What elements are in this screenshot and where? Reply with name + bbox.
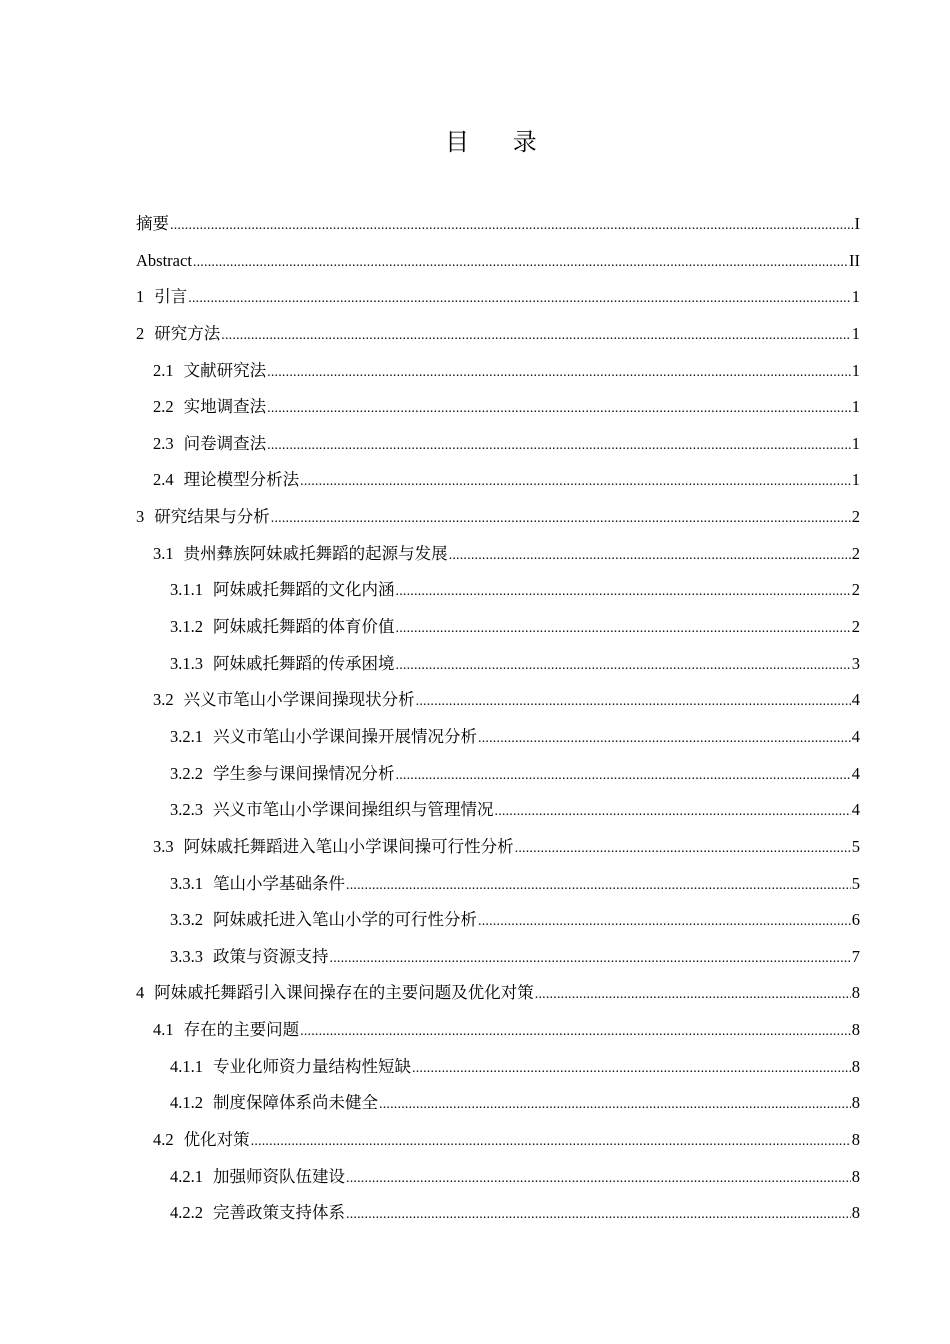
- toc-dot-leader: [416, 685, 851, 705]
- toc-entry[interactable]: [136, 942, 860, 979]
- toc-dot-leader: [478, 905, 851, 925]
- toc-entry-page-number: 1: [851, 397, 860, 417]
- toc-entry-page-number: 8: [851, 1203, 860, 1223]
- toc-entry-number: 2.2: [153, 397, 174, 417]
- toc-entry-title: 阿妹戚托舞蹈进入笔山小学课间操可行性分析: [183, 836, 514, 856]
- toc-entry-page-number: I: [854, 214, 860, 233]
- toc-entry-title: 摘要: [136, 214, 169, 233]
- toc-entry-page-number: 3: [851, 653, 860, 673]
- toc-entry[interactable]: [136, 649, 860, 686]
- toc-entry[interactable]: [136, 685, 860, 722]
- toc-entry-number: 4.1.1: [170, 1056, 203, 1076]
- toc-entry[interactable]: [136, 722, 860, 759]
- toc-entry-title: 引言: [154, 287, 188, 307]
- toc-dot-leader: [271, 502, 851, 522]
- toc-entry[interactable]: [136, 759, 860, 796]
- toc-entry-page-number: 8: [851, 1020, 860, 1040]
- toc-entry-title: 文献研究法: [183, 360, 267, 380]
- toc-entry-page-number: 6: [851, 910, 860, 930]
- toc-entry-title: 实地调查法: [183, 397, 267, 417]
- toc-entry-title: Abstract: [136, 250, 192, 270]
- toc-entry-number: 3.2.2: [170, 763, 203, 783]
- toc-dot-leader: [300, 465, 851, 485]
- toc-entry-page-number: 1: [851, 360, 860, 380]
- toc-dot-leader: [267, 356, 851, 376]
- toc-entry-title: 存在的主要问题: [183, 1020, 300, 1040]
- toc-entry-title: 制度保障体系尚未健全: [213, 1093, 378, 1113]
- toc-entry-title: 加强师资队伍建设: [213, 1166, 345, 1186]
- toc-entry-page-number: 8: [851, 1166, 860, 1186]
- toc-entry[interactable]: [136, 356, 860, 393]
- toc-entry-page-number: 4: [851, 690, 860, 710]
- toc-entry-title: 学生参与课间操情况分析: [213, 763, 395, 783]
- toc-entry-page-number: 1: [851, 287, 860, 307]
- toc-entry-title: 贵州彝族阿妹戚托舞蹈的起源与发展: [183, 543, 448, 563]
- toc-entry-number: 2.3: [153, 433, 174, 453]
- toc-dot-leader: [449, 539, 851, 559]
- toc-entry-title: 阿妹戚托舞蹈引入课间操存在的主要问题及优化对策: [154, 983, 534, 1003]
- toc-dot-leader: [515, 832, 851, 852]
- toc-entry-title: 政策与资源支持: [213, 946, 329, 966]
- toc-dot-leader: [379, 1088, 851, 1108]
- toc-entry-title: 专业化师资力量结构性短缺: [213, 1056, 411, 1076]
- toc-entry-title: 研究结果与分析: [154, 507, 270, 527]
- toc-entry-page-number: 5: [851, 873, 860, 893]
- toc-entry-page-number: 2: [851, 617, 860, 637]
- toc-entry-page-number: 1: [851, 323, 860, 343]
- toc-entry-number: 3.2.3: [170, 800, 203, 820]
- toc-entry-page-number: 7: [851, 946, 860, 966]
- toc-dot-leader: [221, 319, 851, 339]
- toc-entry-number: 3.1.2: [170, 617, 203, 637]
- toc-entry-page-number: 4: [851, 800, 860, 820]
- toc-entry-title: 理论模型分析法: [183, 470, 300, 490]
- toc-dot-leader: [396, 759, 851, 779]
- toc-dot-leader: [330, 942, 851, 962]
- toc-entry-number: 2: [136, 323, 145, 343]
- toc-entry-number: 2.4: [153, 470, 174, 490]
- toc-entry-title: 研究方法: [154, 323, 221, 343]
- toc-dot-leader: [170, 209, 854, 229]
- toc-entry[interactable]: [136, 1015, 860, 1052]
- toc-entry[interactable]: [136, 209, 860, 246]
- toc-entry[interactable]: [136, 575, 860, 612]
- toc-entry-number: 4.1: [153, 1020, 174, 1040]
- table-of-contents: [136, 209, 860, 1235]
- toc-entry-number: 4.2.2: [170, 1203, 203, 1223]
- toc-entry[interactable]: [136, 246, 860, 283]
- toc-entry-number: 3.3.3: [170, 946, 203, 966]
- toc-entry-page-number: 5: [851, 836, 860, 856]
- toc-entry[interactable]: [136, 1052, 860, 1089]
- toc-entry-title: 兴义市笔山小学课间操组织与管理情况: [213, 800, 494, 820]
- toc-dot-leader: [396, 612, 851, 632]
- toc-entry-number: 3.3.1: [170, 873, 203, 893]
- toc-entry[interactable]: [136, 1198, 860, 1235]
- toc-entry-number: 3: [136, 507, 145, 527]
- toc-entry[interactable]: [136, 502, 860, 539]
- toc-entry-title: 完善政策支持体系: [213, 1203, 345, 1223]
- toc-entry-page-number: 2: [851, 580, 860, 600]
- toc-entry[interactable]: [136, 429, 860, 466]
- toc-entry-page-number: 4: [851, 763, 860, 783]
- toc-entry-number: 1: [136, 287, 145, 307]
- toc-entry-page-number: 2: [851, 543, 860, 563]
- toc-entry-page-number: 4: [851, 726, 860, 746]
- toc-entry-title: 阿妹戚托进入笔山小学的可行性分析: [213, 910, 477, 930]
- toc-entry-number: 4.2.1: [170, 1166, 203, 1186]
- toc-entry-title: 兴义市笔山小学课间操现状分析: [183, 690, 415, 710]
- toc-dot-leader: [251, 1125, 851, 1145]
- toc-entry-number: 3.1: [153, 543, 174, 563]
- toc-entry-number: 3.1.1: [170, 580, 203, 600]
- toc-dot-leader: [396, 575, 851, 595]
- toc-entry[interactable]: [136, 612, 860, 649]
- toc-dot-leader: [495, 795, 851, 815]
- toc-entry-page-number: 8: [851, 1056, 860, 1076]
- toc-entry-number: 3.2: [153, 690, 174, 710]
- toc-title: 目 录: [445, 128, 555, 156]
- toc-dot-leader: [412, 1052, 851, 1072]
- toc-dot-leader: [300, 1015, 851, 1035]
- toc-dot-leader: [267, 392, 851, 412]
- toc-entry[interactable]: [136, 978, 860, 1015]
- toc-entry[interactable]: [136, 465, 860, 502]
- toc-entry[interactable]: [136, 795, 860, 832]
- toc-entry-title: 优化对策: [183, 1130, 250, 1150]
- toc-entry-title: 阿妹戚托舞蹈的传承困境: [213, 653, 395, 673]
- toc-dot-leader: [535, 978, 851, 998]
- toc-entry-title: 兴义市笔山小学课间操开展情况分析: [213, 726, 477, 746]
- toc-entry[interactable]: [136, 282, 860, 319]
- toc-entry-title: 阿妹戚托舞蹈的文化内涵: [213, 580, 395, 600]
- toc-entry-page-number: 1: [851, 470, 860, 490]
- toc-entry[interactable]: [136, 1162, 860, 1199]
- toc-entry-number: 3.3: [153, 836, 174, 856]
- toc-entry[interactable]: [136, 905, 860, 942]
- toc-entry-number: 2.1: [153, 360, 174, 380]
- toc-entry[interactable]: [136, 869, 860, 906]
- toc-entry-number: 4.2: [153, 1130, 174, 1150]
- toc-dot-leader: [478, 722, 851, 742]
- toc-entry-page-number: 2: [851, 507, 860, 527]
- toc-entry-number: 3.3.2: [170, 910, 203, 930]
- toc-entry-page-number: 1: [851, 433, 860, 453]
- toc-entry-title: 问卷调查法: [183, 433, 267, 453]
- toc-entry[interactable]: [136, 1088, 860, 1125]
- toc-entry-page-number: 8: [851, 1093, 860, 1113]
- toc-entry-page-number: 8: [851, 983, 860, 1003]
- toc-entry-number: 4: [136, 983, 145, 1003]
- toc-entry[interactable]: [136, 1125, 860, 1162]
- toc-entry-number: 4.1.2: [170, 1093, 203, 1113]
- toc-entry-page-number: 8: [851, 1130, 860, 1150]
- toc-dot-leader: [396, 649, 851, 669]
- toc-dot-leader: [267, 429, 851, 449]
- toc-dot-leader: [346, 1198, 851, 1218]
- toc-dot-leader: [346, 869, 851, 889]
- toc-dot-leader: [346, 1162, 851, 1182]
- toc-entry-title: 笔山小学基础条件: [213, 873, 345, 893]
- toc-entry-title: 阿妹戚托舞蹈的体育价值: [213, 617, 395, 637]
- toc-dot-leader: [188, 282, 851, 302]
- toc-entry-number: 3.1.3: [170, 653, 203, 673]
- toc-dot-leader: [193, 246, 848, 266]
- toc-entry[interactable]: [136, 539, 860, 576]
- toc-entry-number: 3.2.1: [170, 726, 203, 746]
- toc-entry[interactable]: [136, 392, 860, 429]
- toc-entry-page-number: II: [849, 250, 860, 270]
- toc-entry[interactable]: [136, 319, 860, 356]
- toc-entry[interactable]: [136, 832, 860, 869]
